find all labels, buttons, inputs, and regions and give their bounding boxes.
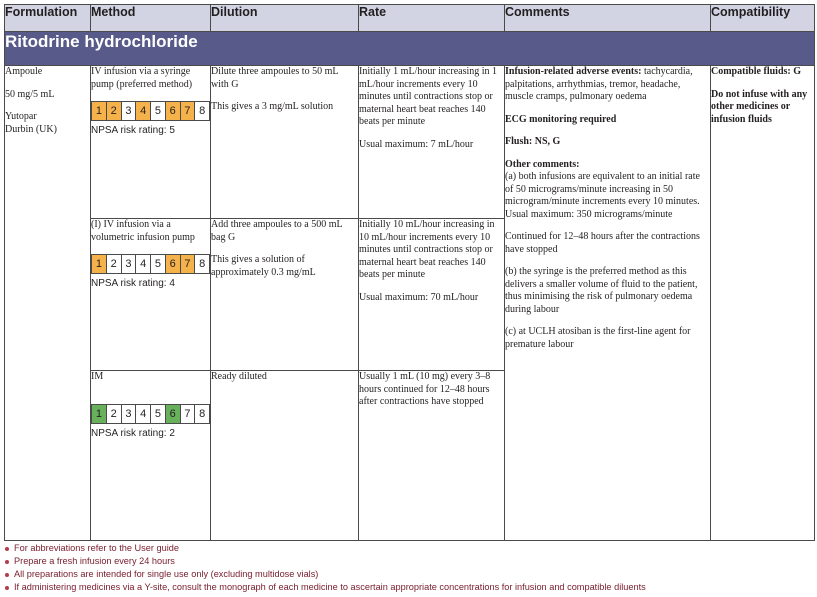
risk-box-3: 3	[121, 404, 137, 424]
monograph-table	[4, 4, 815, 541]
risk-box-2: 2	[106, 404, 122, 424]
header-method: Method	[91, 5, 211, 32]
header-formulation: Formulation	[5, 5, 91, 32]
dilution-text-3a: Ready diluted	[211, 371, 267, 382]
footnote-item: Prepare a fresh infusion every 24 hours	[4, 555, 814, 568]
method-cell-2	[91, 219, 211, 371]
risk-box-3: 3	[121, 101, 137, 121]
compatibility-cell	[711, 66, 815, 541]
method-cell-3	[91, 371, 211, 541]
header-compatibility: Compatibility	[711, 5, 815, 32]
method-cell-1	[91, 66, 211, 219]
formulation-brand: Yutopar	[5, 111, 37, 122]
comment-b: (b) the syringe is the preferred method as this delivers a smaller volume of fluid to the patient, thus minimising the risk of pulmonary oedema during labour	[505, 266, 698, 315]
formulation-manufacturer: Durbin (UK)	[5, 123, 57, 135]
method-text-3: IM	[91, 371, 104, 382]
dilution-text-1a: Dilute three ampoules to 50 mL with G	[211, 66, 339, 90]
risk-box-1: 1	[91, 404, 107, 424]
comment-c: (c) at UCLH atosiban is the first-line agent for premature labour	[505, 326, 691, 350]
dilution-cell-2	[211, 219, 359, 371]
risk-box-7: 7	[180, 254, 196, 274]
dilution-text-2b: This gives a solution of approximately 0.3 mg/mL	[211, 254, 316, 278]
compatibility-warning: Do not infuse with any other medicines or infusion fluids	[711, 88, 808, 125]
rate-text-3a: Usually 1 mL (10 mg) every 3–8 hours continued for 12–48 hours after contractions have stopped	[359, 371, 491, 407]
footnote-item: For abbreviations refer to the User guide	[4, 542, 814, 555]
risk-box-4: 4	[135, 101, 151, 121]
rate-cell-1	[359, 66, 505, 219]
risk-box-8: 8	[194, 254, 210, 274]
dilution-text-1b: This gives a 3 mg/mL solution	[211, 101, 334, 112]
adverse-events-text: tachycardia, palpitations, arrhythmias, tremor, headache, muscle cramps, pulmonary oedema	[505, 66, 693, 102]
risk-box-8: 8	[194, 101, 210, 121]
header-comments: Comments	[505, 5, 711, 32]
other-comments-title: Other comments:	[505, 158, 580, 170]
rate-text-2b: Usual maximum: 70 mL/hour	[359, 291, 479, 303]
drug-title: Ritodrine hydrochloride	[5, 32, 815, 66]
dilution-cell-1	[211, 66, 359, 219]
footnote-item: If administering medicines via a Y-site, consult the monograph of each medicine to ascertain appropriate concentrations for infusion and compatible diluents	[4, 581, 814, 594]
adverse-events-title: Infusion-related adverse events:	[505, 66, 642, 77]
formulation-type: Ampoule	[5, 66, 43, 77]
risk-box-6: 6	[165, 101, 181, 121]
header-rate: Rate	[359, 5, 505, 32]
flush-note: Flush: NS, G	[505, 136, 561, 147]
npsa-risk-label-2: NPSA risk rating: 4	[91, 278, 175, 289]
npsa-risk-scale-3	[91, 404, 210, 424]
risk-box-5: 5	[150, 254, 166, 274]
ecg-note: ECG monitoring required	[505, 113, 617, 125]
risk-box-2: 2	[106, 101, 122, 121]
risk-box-4: 4	[135, 404, 151, 424]
method-text-2: (I) IV infusion via a volumetric infusion pump	[91, 219, 195, 243]
risk-box-6: 6	[165, 254, 181, 274]
header-dilution: Dilution	[211, 5, 359, 32]
npsa-risk-label-1: NPSA risk rating: 5	[91, 125, 175, 136]
dilution-text-2a: Add three ampoules to a 500 mL bag G	[211, 219, 343, 243]
formulation-cell	[5, 66, 91, 541]
footnotes	[4, 542, 814, 594]
method-text-1: IV infusion via a syringe pump (preferred method)	[91, 66, 193, 90]
risk-box-1: 1	[91, 101, 107, 121]
npsa-risk-scale-1	[91, 101, 210, 121]
npsa-risk-scale-2	[91, 254, 210, 274]
risk-box-5: 5	[150, 404, 166, 424]
rate-text-1b: Usual maximum: 7 mL/hour	[359, 138, 474, 150]
comment-continued: Continued for 12–48 hours after the contractions have stopped	[505, 231, 700, 255]
compatible-fluids: Compatible fluids: G	[711, 66, 802, 77]
rate-cell-2	[359, 219, 505, 371]
risk-box-2: 2	[106, 254, 122, 274]
rate-text-2a: Initially 10 mL/hour increasing in 10 mL/hour increments every 10 minutes until contractions stop or maternal heart beat reaches 140 beats per minute	[359, 219, 495, 280]
risk-box-6: 6	[165, 404, 181, 424]
dilution-cell-3	[211, 371, 359, 541]
risk-box-1: 1	[91, 254, 107, 274]
formulation-strength: 50 mg/5 mL	[5, 88, 55, 100]
risk-box-3: 3	[121, 254, 137, 274]
risk-box-7: 7	[180, 101, 196, 121]
comments-cell	[505, 66, 711, 541]
rate-cell-3	[359, 371, 505, 541]
risk-box-8: 8	[194, 404, 210, 424]
footnote-item: All preparations are intended for single use only (excluding multidose vials)	[4, 568, 814, 581]
comment-a: (a) both infusions are equivalent to an initial rate of 50 micrograms/minute increasing in 50 microgram/minute increments every 10 minutes. Usual maximum: 350 micrograms/minute	[505, 171, 700, 220]
risk-box-7: 7	[180, 404, 196, 424]
risk-box-4: 4	[135, 254, 151, 274]
rate-text-1a: Initially 1 mL/hour increasing in 1 mL/hour increments every 10 minutes until contractions stop or maternal heart beat reaches 140 beats per minute	[359, 66, 498, 127]
adverse-events	[505, 66, 710, 104]
risk-box-5: 5	[150, 101, 166, 121]
npsa-risk-label-3: NPSA risk rating: 2	[91, 427, 175, 439]
